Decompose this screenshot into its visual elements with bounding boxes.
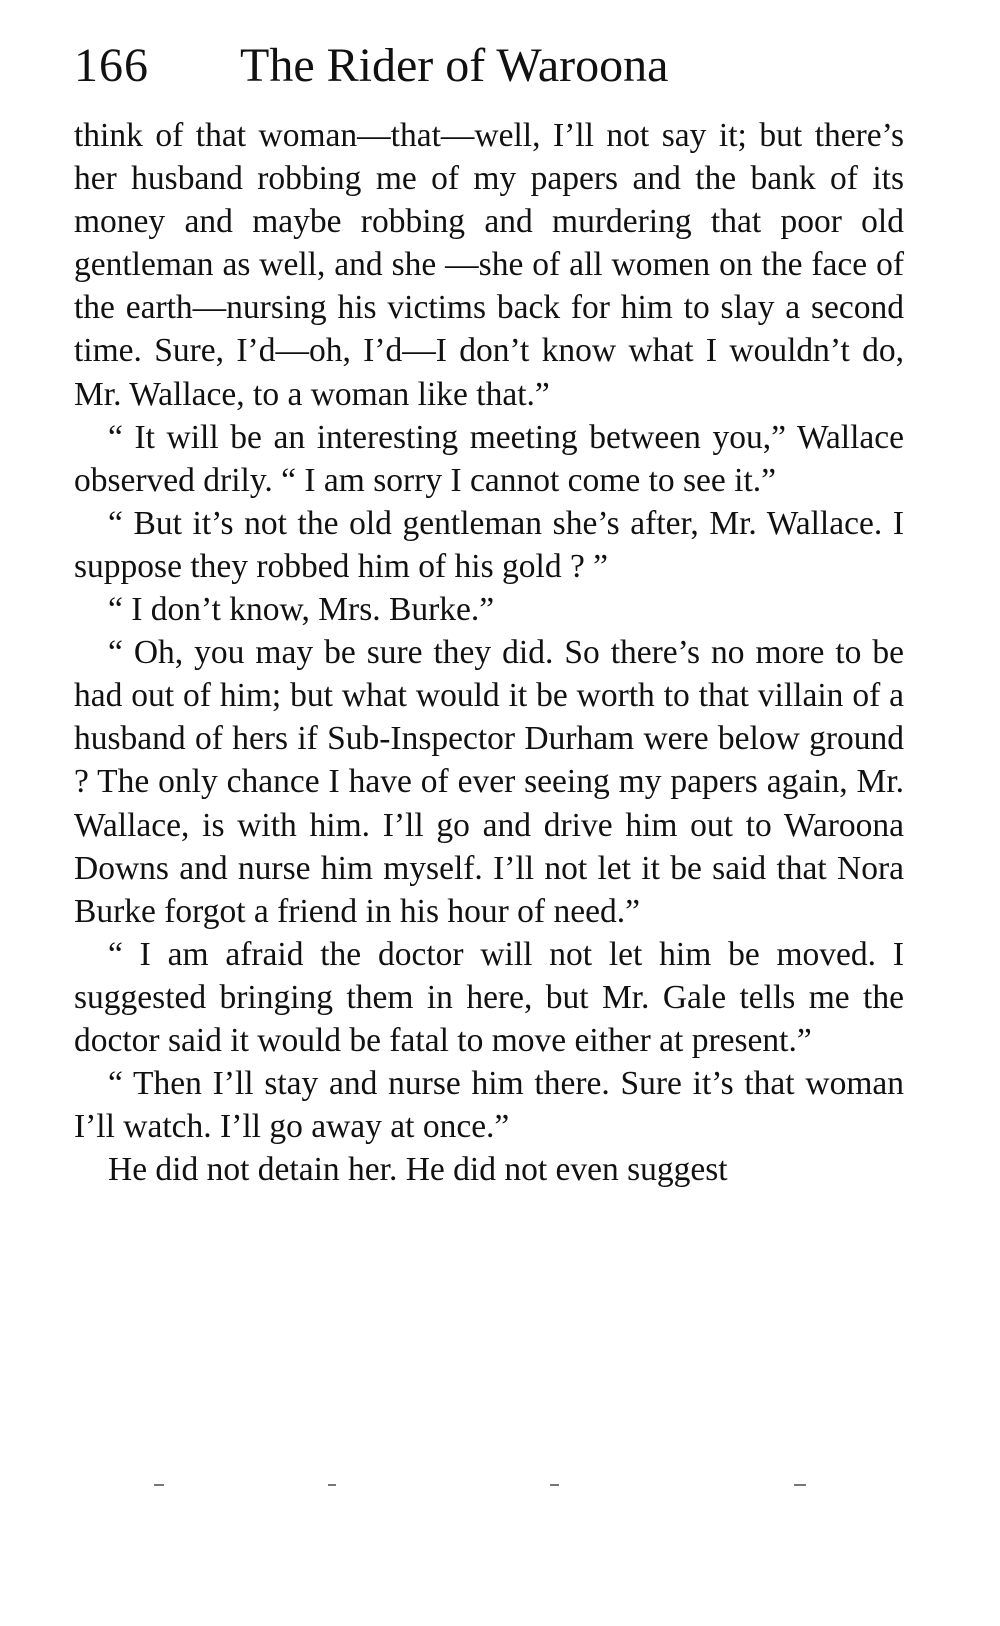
paragraph-2: “ It will be an interesting meeting between you,” Wallace observed drily. “ I am sorry I cannot come to see it.” [74,418,904,499]
book-title: The Rider of Waroona [240,39,669,92]
paragraph-8: He did not detain her. He did not even suggest [108,1151,728,1189]
paragraph-3: “ But it’s not the old gentleman she’s after, Mr. Wallace. I suppose they robbed him of his gold ? ” [74,504,904,585]
paragraph-1: think of that woman—that—well, I’ll not say it; but there’s her husband robbing me of my papers and the bank of its money and maybe robbing and murdering that poor old gentleman as well, and she —she of all women on the face of the earth—nursing his victims back for him to slay a second time. Sure, I’d—oh, I’d—I don’t know what I wouldn’t do, Mr. Wallace, to a woman like that.” [74,117,904,413]
body-text [74,114,904,1191]
ink-speck [794,1484,806,1486]
ink-speck [328,1484,336,1486]
ink-speck [154,1484,164,1486]
paragraph-6: “ I am afraid the doctor will not let him be moved. I suggested bringing them in here, but Mr. Gale tells me the doctor said it would be fatal to move either at present.” [74,935,904,1059]
truncated-next-line-specks [74,1484,904,1490]
paragraph-4: “ I don’t know, Mrs. Burke.” [108,591,495,629]
book-page [74,36,904,1191]
ink-speck [550,1484,559,1486]
paragraph-7: “ Then I’ll stay and nurse him there. Sure it’s that woman I’ll watch. I’ll go away at once.” [74,1065,904,1146]
page-number: 166 [74,39,149,92]
running-head [74,36,904,98]
paragraph-5: “ Oh, you may be sure they did. So there’s no more to be had out of him; but what would it be worth to that villain of a husband of hers if Sub-Inspector Durham were below ground ? The only chance I have of ever seeing my papers again, Mr. Wallace, is with him. I’ll go and drive him out to Waroona Downs and nurse him myself. I’ll not let it be said that Nora Burke forgot a friend in his hour of need.” [74,634,904,930]
